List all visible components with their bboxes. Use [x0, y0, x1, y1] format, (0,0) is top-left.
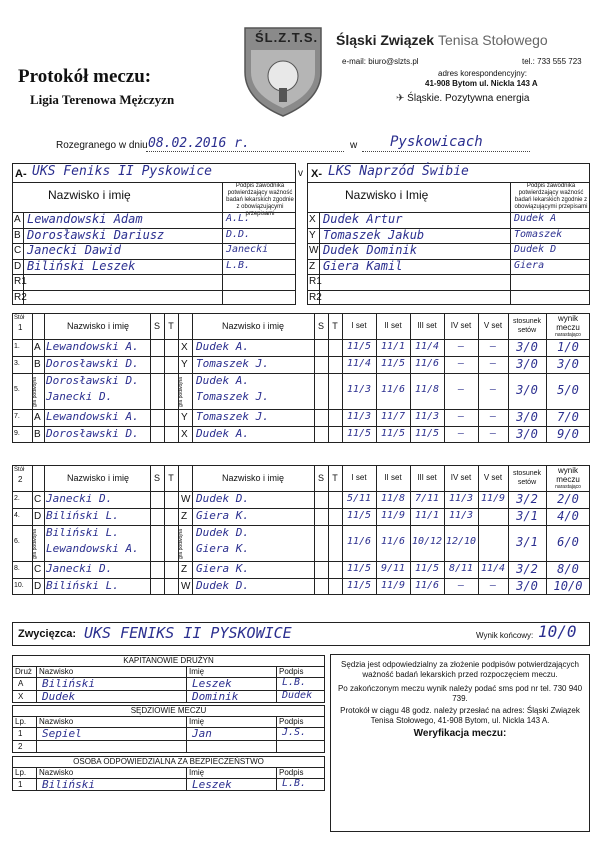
set-ratio: 3/0	[516, 383, 538, 397]
set5-header: V set	[483, 321, 503, 330]
col-line	[342, 313, 343, 443]
player-code: W	[309, 245, 319, 256]
result-header: wynik meczu	[556, 314, 580, 332]
set-score-1: 11/6	[346, 536, 372, 547]
player-a-1: Biliński L.	[46, 526, 119, 539]
match-date: 08.02.2016 r.	[148, 136, 250, 151]
set1-header: I set	[351, 473, 367, 482]
player-a-code: A	[34, 342, 41, 353]
player-x-code: X	[181, 342, 188, 353]
notice-verify: Weryfikacja meczu:	[413, 728, 507, 739]
col-line	[276, 666, 277, 703]
set-score-4: —	[457, 340, 465, 352]
safety-title: OSOBA ODPOWIEDZIALNA ZA BEZPIECZEŃSTWO	[73, 757, 264, 766]
referees-firstname: Jan	[192, 727, 212, 740]
player-x: Dudek D.	[196, 579, 249, 592]
set-ratio: 3/2	[516, 491, 538, 506]
match-number: 2.	[14, 494, 20, 502]
team-a-sig-note: Podpis zawodnika potwierdzający ważność badań lekarskich zgodnie z obowiązującymi przepisami	[226, 183, 294, 217]
s-header-x: S	[317, 321, 324, 331]
col-line	[276, 767, 277, 791]
final-label: Wynik końcowy:	[476, 631, 534, 640]
player-signature: Dudek D	[514, 244, 557, 255]
player-code: R1	[309, 276, 322, 287]
player-name: Tomaszek Jakub	[323, 227, 425, 242]
col-line	[186, 716, 187, 753]
captains-first-col: A	[18, 679, 24, 688]
set-ratio: 3/1	[516, 535, 538, 549]
player-a-1: Dorosławski D.	[46, 374, 139, 387]
player-name: Biliński Leszek	[27, 258, 136, 273]
set1-header: I set	[351, 321, 367, 330]
org-tel: tel.: 733 555 723	[522, 57, 582, 66]
set-score-2: 11/8	[380, 492, 406, 504]
player-a: Dorosławski D.	[46, 427, 139, 440]
set-score-5: 11/4	[480, 562, 506, 574]
match-number: 9.	[14, 429, 20, 437]
player-name: Giera Kamil	[323, 258, 403, 273]
player-a-code: B	[34, 429, 41, 440]
set-score-3: 11/1	[414, 509, 440, 521]
safety-col3-header: Imię	[189, 768, 205, 777]
player-a: Janecki D.	[46, 562, 113, 575]
player-x-1: Dudek A.	[196, 374, 249, 387]
running-result: 3/0	[557, 356, 579, 371]
t-header-a: T	[168, 321, 174, 331]
name-header-a: Nazwisko i imię	[66, 321, 129, 331]
player-x-code: Z	[181, 511, 188, 522]
player-signature: L.B.	[226, 259, 251, 271]
col-line	[44, 465, 45, 595]
row-line	[307, 290, 590, 291]
notice-box	[330, 654, 590, 832]
set-score-1: 11/5	[346, 562, 372, 574]
player-a-code: D	[34, 581, 42, 592]
player-a-code: C	[34, 564, 42, 575]
running-result: 9/0	[557, 426, 579, 441]
team-a-header: Nazwisko i imię	[48, 188, 131, 202]
set5-header: V set	[483, 473, 503, 482]
set-score-5: —	[489, 357, 497, 369]
player-x: Dudek A.	[196, 427, 249, 440]
player-signature: Dudek A	[514, 213, 557, 224]
col-line	[192, 313, 193, 443]
s-header-a: S	[153, 321, 160, 331]
player-code: Z	[309, 260, 316, 272]
row-line	[12, 290, 296, 291]
set-ratio: 3/0	[516, 578, 538, 593]
col-line	[376, 465, 377, 595]
team-x-name: LKS Naprzód Świbie	[328, 164, 469, 179]
player-x-2: Tomaszek J.	[196, 390, 269, 403]
result-header: wynik meczu	[556, 466, 580, 484]
set-score-1: 11/3	[346, 410, 372, 422]
stol-label: Stół	[14, 315, 25, 321]
player-x: Dudek D.	[196, 492, 249, 505]
running-result: 8/0	[557, 561, 579, 576]
captains-col4-header: Podpis	[279, 667, 304, 676]
doubles-label-x: gra podwójna	[178, 529, 184, 560]
player-code: C	[14, 245, 22, 256]
player-signature: D.D.	[226, 228, 251, 240]
s-header-a: S	[153, 473, 160, 483]
player-a-2: Lewandowski A.	[46, 542, 139, 555]
referees-first-col: 2	[18, 742, 23, 751]
player-a: Dorosławski D.	[46, 357, 139, 370]
notice-p2: Po zakończonym meczu wynik należy podać sms pod nr tel. 730 940 739.	[337, 684, 583, 703]
set-score-5: —	[489, 340, 497, 352]
running-result: 5/0	[557, 383, 579, 397]
captains-title: KAPITANOWIE DRUŻYN	[123, 656, 214, 665]
vs-label: v	[298, 168, 303, 179]
player-name: Dudek Artur	[323, 212, 403, 226]
winner-label: Zwycięzca:	[18, 628, 77, 640]
captains-surname: Dudek	[42, 690, 76, 703]
player-code: Y	[309, 229, 316, 241]
player-a: Lewandowski A.	[46, 410, 139, 423]
set-ratio: 3/0	[516, 339, 538, 354]
sponsor	[396, 93, 529, 104]
captains-firstname: Dominik	[192, 690, 239, 703]
col-line	[164, 313, 165, 443]
page-title: Protokół meczu:	[18, 66, 152, 87]
player-name: Dudek Dominik	[323, 243, 417, 257]
player-x: Giera K.	[196, 509, 249, 522]
team-x-sig-note: Podpis zawodnika potwierdzający ważność badań lekarskich zgodnie z obowiązującymi przepisami	[514, 183, 588, 210]
result-subheader: narastająco	[555, 332, 581, 338]
running-result: 1/0	[557, 339, 579, 354]
set-score-1: 11/5	[346, 579, 372, 591]
set-score-3: 7/11	[414, 492, 440, 504]
winner-name: UKS FENIKS II PYSKOWICE	[84, 624, 292, 642]
player-x-code: X	[181, 429, 188, 440]
referees-col4-header: Podpis	[279, 717, 304, 726]
player-code: R2	[14, 291, 27, 303]
col-line	[328, 465, 329, 595]
referees-title: SĘDZIOWIE MECZU	[130, 706, 207, 715]
set-score-5: —	[489, 427, 497, 439]
match-number: 4.	[14, 511, 20, 519]
referees-signature: J.S.	[282, 727, 307, 738]
set-score-3: 11/3	[414, 410, 440, 422]
match-number: 10.	[14, 581, 24, 589]
stol-number: 2	[18, 475, 23, 484]
row-line	[12, 274, 296, 275]
doubles-label-a: gra podwójna	[32, 529, 38, 560]
safety-col2-header: Nazwisko	[39, 768, 74, 777]
set-score-3: 11/8	[414, 384, 440, 395]
set-score-4: 11/3	[448, 492, 474, 504]
set-score-1: 11/5	[346, 509, 372, 521]
set2-header: II set	[384, 321, 402, 330]
captains-firstname: Leszek	[192, 677, 232, 690]
name-header-x: Nazwisko i imię	[221, 321, 284, 331]
player-a-code: B	[34, 359, 41, 370]
org-name-1: Śląski Związek	[336, 32, 435, 48]
notice-p3: Protokół w ciągu 48 godz. należy przesłać na adres: Śląski Związek Tenisa Stołowego, 41-908 Bytom, ul. Nickla 143 A.	[340, 706, 580, 725]
t-header-x: T	[332, 473, 338, 483]
set4-header: IV set	[450, 321, 472, 330]
match-place: Pyskowicach	[390, 134, 483, 150]
place-label: w	[350, 140, 358, 151]
referees-surname: Sepiel	[42, 727, 82, 740]
captains-first-col: X	[18, 692, 24, 701]
safety-col4-header: Podpis	[279, 768, 304, 777]
match-number: 1.	[14, 342, 20, 350]
set-score-3: 10/12	[411, 536, 443, 547]
org-address-1: adres korespondencyjny:	[438, 69, 527, 78]
running-result: 4/0	[557, 508, 579, 523]
player-code: X	[309, 214, 316, 225]
set-score-4: 11/3	[448, 509, 474, 521]
player-a-code: C	[34, 494, 42, 505]
player-x-2: Giera K.	[196, 542, 249, 555]
player-x-1: Dudek D.	[196, 526, 249, 539]
date-label: Rozegranego w dniu	[56, 140, 148, 151]
stol-number: 1	[18, 323, 23, 332]
player-name: Dorosławski Dariusz	[27, 227, 165, 242]
captains-col1-header: Druż	[15, 667, 32, 676]
player-a-code: D	[34, 511, 42, 522]
col-line	[186, 666, 187, 703]
col-line	[44, 313, 45, 443]
set-score-3: 11/5	[414, 427, 440, 439]
running-result: 6/0	[557, 535, 579, 549]
player-x: Tomaszek J.	[196, 410, 269, 423]
set-score-5: —	[489, 410, 497, 422]
player-code: B	[14, 229, 21, 241]
player-name: Lewandowski Adam	[27, 212, 143, 226]
player-x: Tomaszek J.	[196, 357, 269, 370]
match-number: 7.	[14, 412, 20, 420]
match-number: 8.	[14, 564, 20, 572]
t-header-x: T	[332, 321, 338, 331]
col-line	[164, 465, 165, 595]
set-score-2: 11/5	[380, 357, 406, 369]
set-score-4: 8/11	[448, 562, 474, 574]
safety-first-col: 1	[18, 780, 23, 789]
col-line	[314, 313, 315, 443]
set-score-5: —	[489, 579, 497, 591]
set-score-1: 11/5	[346, 427, 372, 439]
set-ratio: 3/1	[516, 508, 538, 523]
set-score-2: 11/7	[380, 410, 406, 422]
player-a-code: A	[34, 412, 41, 423]
set-ratio: 3/2	[516, 561, 538, 576]
player-x-code: W	[181, 494, 191, 505]
player-signature: Janecki	[226, 244, 269, 255]
set-score-5: —	[489, 384, 497, 395]
set-score-4: —	[457, 427, 465, 439]
team-x-header: Nazwisko i Imię	[345, 188, 429, 202]
set-score-1: 11/4	[346, 357, 372, 369]
set-ratio: 3/0	[516, 409, 538, 424]
notice-p1: Sędzia jest odpowiedzialny za złożenie podpisów potwierdzających ważność badań lekarskich przed rozpoczęciem meczu.	[341, 660, 579, 679]
col-line	[410, 313, 411, 443]
col-line	[150, 313, 151, 443]
referees-first-col: 1	[18, 729, 23, 738]
t-header-a: T	[168, 473, 174, 483]
player-a: Biliński L.	[46, 509, 119, 522]
set-score-3: 11/5	[414, 562, 440, 574]
player-code: A	[14, 214, 21, 225]
captains-col3-header: Imię	[189, 667, 205, 676]
player-name: Janecki Dawid	[27, 243, 121, 257]
player-signature: A.L.	[226, 213, 251, 224]
sponsor-text: Śląskie. Pozytywna energia	[407, 93, 530, 104]
org-name-2: Tenisa Stołowego	[437, 32, 548, 48]
set-score-1: 5/11	[346, 492, 372, 504]
player-code: D	[14, 260, 22, 272]
ratio-header: stosunek setów	[512, 470, 542, 486]
referees-col1-header: Lp.	[15, 717, 27, 726]
set-score-2: 11/1	[380, 340, 406, 352]
org-address-2: 41-908 Bytom ul. Nickla 143 A	[425, 79, 538, 88]
set-score-2: 9/11	[380, 562, 406, 574]
player-x-code: Y	[181, 412, 188, 423]
captains-signature: L.B.	[282, 677, 307, 688]
safety-surname: Biliński	[42, 778, 95, 791]
player-a: Lewandowski A.	[46, 340, 139, 353]
page-subtitle: Ligia Terenowa Mężczyzn	[30, 92, 175, 107]
match-number: 6.	[14, 538, 20, 545]
player-x: Giera K.	[196, 562, 249, 575]
col-line	[444, 465, 445, 595]
col-line	[186, 767, 187, 791]
set-score-3: 11/6	[414, 579, 440, 591]
set-score-4: 12/10	[445, 536, 477, 547]
captains-col2-header: Nazwisko	[39, 667, 74, 676]
name-header-x: Nazwisko i imię	[221, 473, 284, 483]
logo-text: ŚL.Z.T.S.	[255, 30, 319, 45]
set3-header: III set	[417, 321, 437, 330]
set-score-4: —	[457, 579, 465, 591]
set-score-3: 11/4	[414, 340, 440, 352]
team-x-prefix: X-	[311, 168, 322, 180]
final-score: 10/0	[538, 622, 577, 641]
running-result: 2/0	[557, 491, 579, 506]
col-line	[376, 313, 377, 443]
set-score-1: 11/5	[346, 340, 372, 352]
org-name	[336, 32, 548, 48]
match-number: 3.	[14, 359, 20, 367]
running-result: 10/0	[553, 578, 583, 593]
col-line	[36, 716, 37, 753]
doubles-label-a: gra podwójna	[32, 377, 38, 408]
sponsor-icon: ✈	[396, 93, 405, 104]
set-score-2: 11/5	[380, 427, 406, 439]
captains-surname: Biliński	[42, 677, 95, 690]
player-signature: Giera	[514, 259, 545, 271]
player-x-code: Y	[181, 359, 188, 370]
set-score-2: 11/6	[380, 384, 406, 395]
set-score-4: —	[457, 410, 465, 422]
safety-firstname: Leszek	[192, 778, 232, 791]
set4-header: IV set	[450, 473, 472, 482]
col-line	[444, 313, 445, 443]
player-a: Biliński L.	[46, 579, 119, 592]
set-score-3: 11/6	[414, 357, 440, 369]
col-line	[478, 465, 479, 595]
player-x-code: W	[181, 581, 191, 592]
safety-signature: L.B.	[282, 778, 307, 789]
stol-label: Stół	[14, 467, 25, 473]
doubles-label-x: gra podwójna	[178, 377, 184, 408]
player-x-code: Z	[181, 564, 188, 575]
safety-col1-header: Lp.	[15, 768, 27, 777]
set-score-2: 11/9	[380, 509, 406, 521]
col-line	[276, 716, 277, 753]
player-code: R1	[14, 276, 27, 287]
player-x: Dudek A.	[196, 340, 249, 353]
row-line	[307, 274, 590, 275]
player-code: R2	[309, 291, 322, 303]
set-score-2: 11/9	[380, 579, 406, 591]
match-number: 5.	[14, 386, 20, 393]
set-ratio: 3/0	[516, 356, 538, 371]
set2-header: II set	[384, 473, 402, 482]
set-ratio: 3/0	[516, 426, 538, 441]
row-line	[12, 740, 325, 741]
s-header-x: S	[317, 473, 324, 483]
set-score-2: 11/6	[380, 536, 406, 547]
col-line	[314, 465, 315, 595]
result-subheader: narastająco	[555, 484, 581, 490]
col-line	[192, 465, 193, 595]
player-a: Janecki D.	[46, 492, 113, 505]
col-line	[342, 465, 343, 595]
referees-col3-header: Imię	[189, 717, 205, 726]
set-score-4: —	[457, 384, 465, 395]
col-line	[478, 313, 479, 443]
col-line	[410, 465, 411, 595]
team-a-prefix: A-	[15, 168, 27, 180]
player-a-2: Janecki D.	[46, 390, 113, 403]
col-line	[36, 767, 37, 791]
referees-col2-header: Nazwisko	[39, 717, 74, 726]
col-line	[150, 465, 151, 595]
set-score-1: 11/3	[346, 384, 372, 395]
set-score-5: 11/9	[480, 492, 506, 504]
name-header-a: Nazwisko i imię	[66, 473, 129, 483]
set-score-4: —	[457, 357, 465, 369]
col-line	[328, 313, 329, 443]
col-line	[36, 666, 37, 703]
org-email: e-mail: biuro@slzts.pl	[342, 57, 419, 66]
player-signature: Tomaszek	[514, 228, 563, 240]
set3-header: III set	[417, 473, 437, 482]
running-result: 7/0	[557, 409, 579, 424]
captains-signature: Dudek	[282, 690, 313, 701]
team-a-name: UKS Feniks II Pyskowice	[32, 164, 213, 179]
ratio-header: stosunek setów	[512, 318, 542, 334]
